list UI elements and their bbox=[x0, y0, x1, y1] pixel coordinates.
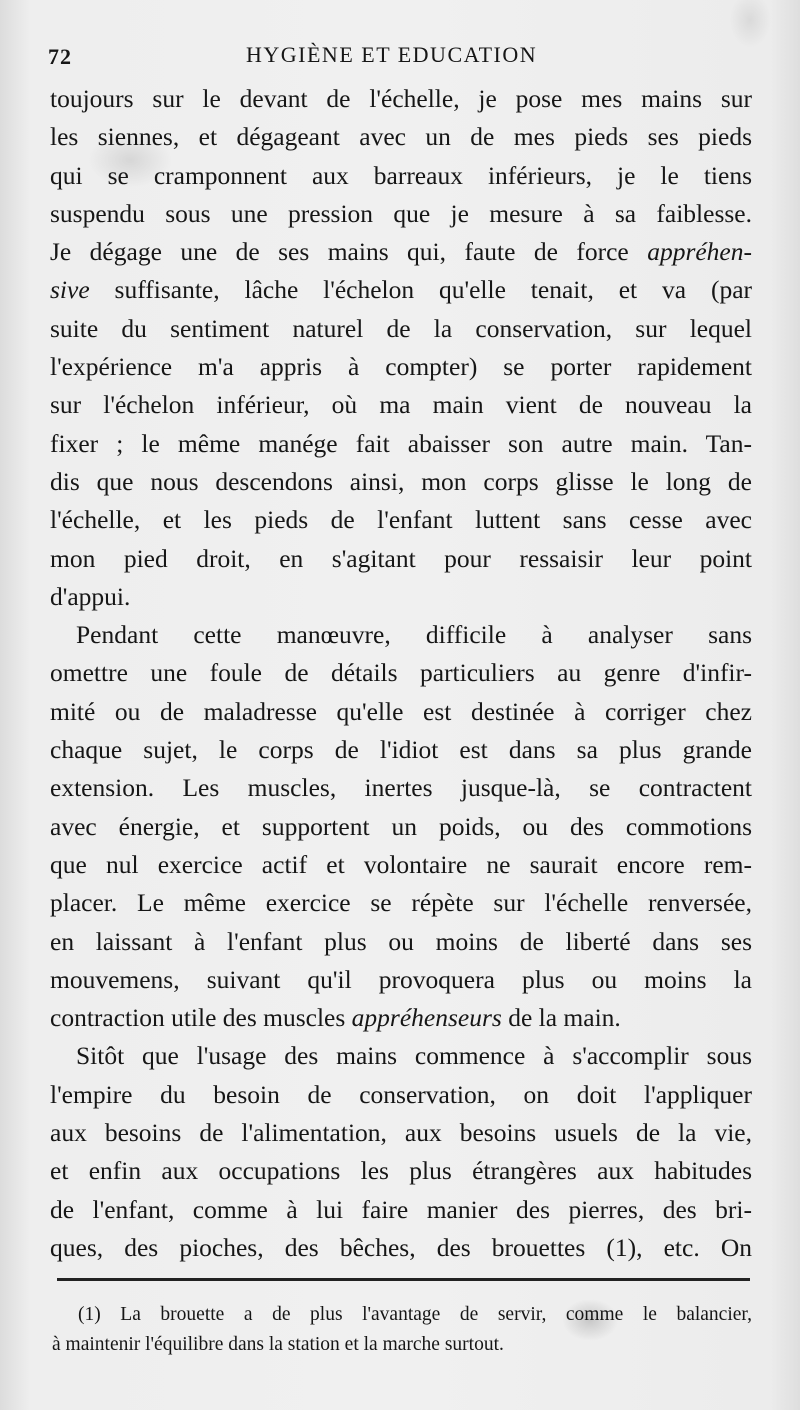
text-line: fixer ; le même manége fait abaisser son autre main. Tan- bbox=[50, 428, 752, 458]
footnote-separator bbox=[57, 1278, 750, 1281]
text-line bbox=[50, 999, 752, 1037]
text-line: chaque sujet, le corps de l'idiot est dans sa plus grande bbox=[50, 735, 752, 765]
text-line: suite du sentiment naturel de la conservation, sur lequel bbox=[50, 313, 752, 343]
text-line: suspendu sous une pression que je mesure à sa faiblesse. bbox=[50, 198, 752, 228]
footnote-line: (1) La brouette a de plus l'avantage de servir, comme le balancier, bbox=[78, 1304, 752, 1325]
text-line: l'échelle, et les pieds de l'enfant luttent sans cesse avec bbox=[50, 505, 752, 535]
text-line: avec énergie, et supportent un poids, ou des commotions bbox=[50, 811, 752, 841]
text-line: mouvemens, suivant qu'il provoquera plus ou moins la bbox=[50, 964, 752, 994]
footnote bbox=[52, 1300, 752, 1360]
text-line: l'empire du besoin de conservation, on doit l'appliquer bbox=[50, 1079, 752, 1109]
text-line: de l'enfant, comme à lui faire manier des pierres, des bri- bbox=[50, 1194, 752, 1224]
body-text bbox=[50, 80, 752, 1267]
text-line: aux besoins de l'alimentation, aux besoins usuels de la vie, bbox=[50, 1118, 752, 1148]
text-line: d'appui. bbox=[50, 581, 131, 611]
italic-term: sive bbox=[50, 275, 90, 305]
text-segment: de la main. bbox=[508, 1003, 621, 1033]
text-line: mon pied droit, en s'agitant pour ressaisir leur point bbox=[50, 543, 752, 573]
italic-term: appréhenseurs bbox=[351, 1003, 502, 1033]
text-line: les siennes, et dégageant avec un de mes pieds ses pieds bbox=[50, 122, 752, 152]
text-line: placer. Le même exercice se répète sur l'échelle renversée, bbox=[50, 888, 752, 918]
running-head: HYGIÈNE ET EDUCATION bbox=[246, 42, 538, 67]
text-line: dis que nous descendons ainsi, mon corps glisse le long de bbox=[50, 466, 752, 496]
text-line: Sitôt que l'usage des mains commence à s'accomplir sous bbox=[76, 1041, 752, 1071]
text-segment: Je dégage une de ses mains qui, faute de force bbox=[50, 237, 629, 267]
footnote-line: à maintenir l'équilibre dans la station et la marche surtout. bbox=[52, 1334, 504, 1355]
text-line: sur l'échelon inférieur, où ma main vient de nouveau la bbox=[50, 390, 752, 420]
page-header bbox=[48, 38, 754, 74]
text-line: en laissant à l'enfant plus ou moins de liberté dans ses bbox=[50, 926, 752, 956]
text-line bbox=[50, 233, 752, 271]
text-line: ques, des pioches, des bêches, des brouettes (1), etc. On bbox=[50, 1232, 752, 1262]
text-segment: suffisante, lâche l'échelon qu'elle tenait, et va (par bbox=[114, 275, 752, 305]
text-line: omettre une foule de détails particuliers au genre d'infir- bbox=[50, 658, 752, 688]
text-line: extension. Les muscles, inertes jusque-là, se contractent bbox=[50, 773, 752, 803]
text-line: et enfin aux occupations les plus étrangères aux habitudes bbox=[50, 1156, 752, 1186]
text-line: que nul exercice actif et volontaire ne saurait encore rem- bbox=[50, 849, 752, 879]
text-line bbox=[50, 271, 752, 309]
text-line: toujours sur le devant de l'échelle, je pose mes mains sur bbox=[50, 84, 752, 113]
text-line: mité ou de maladresse qu'elle est destinée à corriger chez bbox=[50, 696, 752, 726]
text-line: Pendant cette manœuvre, difficile à analyser sans bbox=[76, 620, 752, 650]
italic-term: appréhen- bbox=[647, 237, 752, 267]
page-number: 72 bbox=[48, 44, 72, 69]
text-line: qui se cramponnent aux barreaux inférieurs, je le tiens bbox=[50, 160, 752, 190]
text-line: l'expérience m'a appris à compter) se porter rapidement bbox=[50, 352, 752, 382]
text-segment: contraction utile des muscles bbox=[50, 1003, 346, 1033]
